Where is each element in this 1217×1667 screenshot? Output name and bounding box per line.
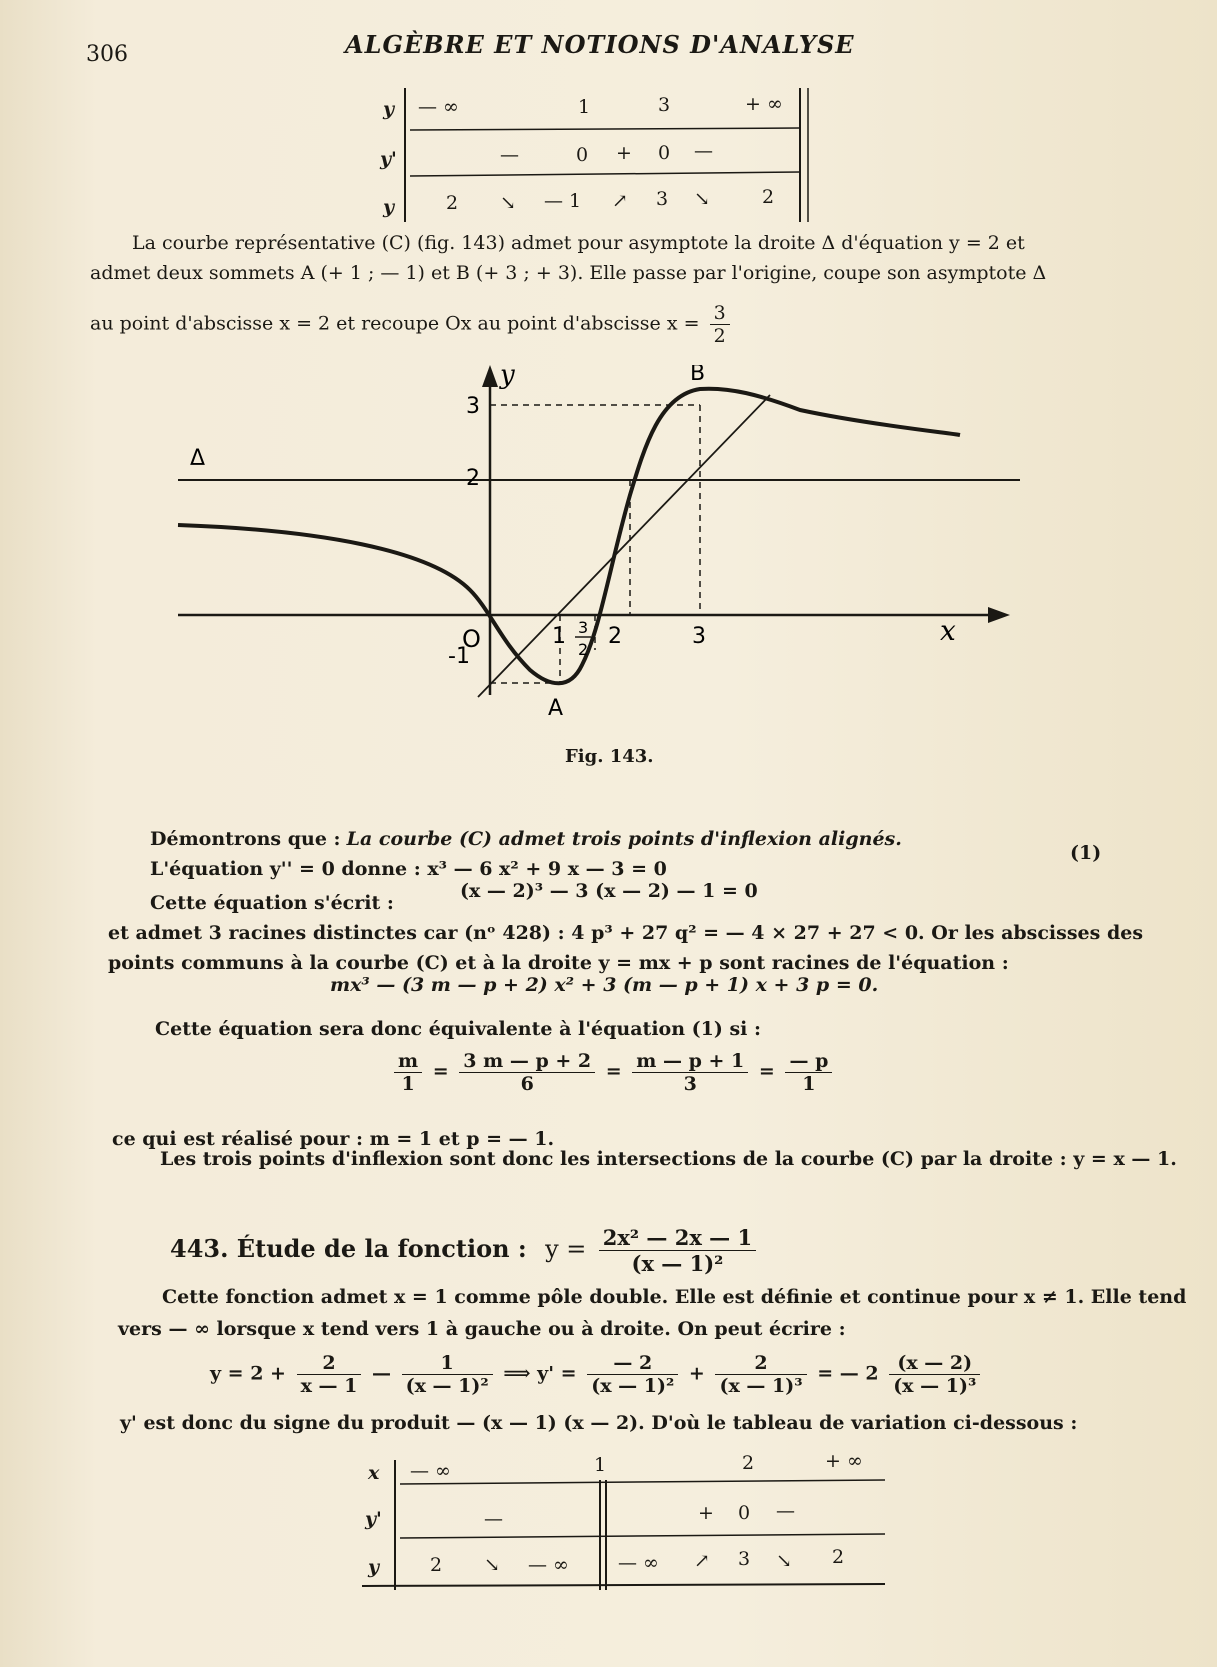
- table2-x-cell: — ∞: [410, 1460, 451, 1482]
- table1-y-label: y: [383, 196, 395, 218]
- table2-yp-cell: +: [698, 1502, 714, 1524]
- table1-y-cell: ↘: [500, 192, 516, 214]
- curve-c: [178, 389, 960, 684]
- table1-yp-cell: —: [500, 144, 519, 166]
- page-number: 306: [86, 42, 128, 67]
- table2-x-cell: 2: [742, 1452, 755, 1474]
- section-443-line3: y' est donc du signe du produit — (x — 1) (x — 2). D'où le tableau de variation ci-dessous :: [120, 1412, 1078, 1434]
- table2-yp-cell: —: [484, 1508, 503, 1530]
- x-axis-label: x: [940, 614, 956, 647]
- table2-y-cell: ↗: [694, 1550, 710, 1572]
- demo-equality-chain: $\frac{m}{1}$ = $\frac{3 m — p + 2}{6}$ = $\frac{m — p + 1}{3}$ = $\frac{— p}{1}$: [390, 1050, 836, 1095]
- delta-label: Δ: [190, 446, 206, 471]
- variation-table-1-lines: [0, 0, 1217, 230]
- tick-x3: 3: [692, 624, 706, 649]
- table1-yp-cell: —: [694, 140, 713, 162]
- fraction-three-halves: $\frac{3}{2}$: [710, 302, 730, 347]
- table1-x-cell: 3: [658, 94, 671, 116]
- table1-y-cell: 3: [656, 188, 669, 210]
- section-443-line1: Cette fonction admet x = 1 comme pôle double. Elle est définie et continue pour x ≠ 1. Elle tend: [162, 1286, 1187, 1308]
- table2-yp-label: y': [365, 1508, 382, 1530]
- demo-line3-b: (x — 2)³ — 3 (x — 2) — 1 = 0: [460, 880, 758, 902]
- table2-y-cell: — ∞: [528, 1554, 569, 1576]
- section-443-derivative-equation: y = 2 + $\frac{2}{x — 1}$ — $\frac{1}{\text{(x — 1)²}}$ ⟹ y' = $\frac{— 2}{\text{(x — 1)²}}$ + $\frac{2}{\text{(x — 1)³}}$ = — 2 $\frac{(x — 2)}{\text{(x — 1)³}}$: [210, 1352, 984, 1397]
- table2-y-label: y: [368, 1556, 380, 1578]
- table1-y-cell: ↘: [694, 188, 710, 210]
- demo-line3-a: Cette équation s'écrit :: [150, 892, 394, 914]
- x-axis-arrow: [988, 607, 1010, 623]
- table2-y-cell: 3: [738, 1548, 751, 1570]
- table1-x-label: y: [383, 98, 395, 120]
- table2-x-label: x: [368, 1462, 380, 1484]
- demo-equation-tag: (1): [1070, 842, 1102, 864]
- table1-yp-cell: 0: [576, 144, 589, 166]
- tick-y3: 3: [466, 394, 480, 419]
- demo-line4: et admet 3 racines distinctes car (nᵒ 428) : 4 p³ + 27 q² = — 4 × 27 + 27 < 0. Or les abscisses des: [108, 922, 1144, 944]
- demo-line5: points communs à la courbe (C) et à la droite y = mx + p sont racines de l'équation :: [108, 952, 1009, 974]
- table1-y-cell: ↗: [612, 190, 628, 212]
- table1-y-cell: — 1: [544, 190, 582, 212]
- para1-line1: La courbe représentative (C) (fig. 143) admet pour asymptote la droite Δ d'équation y = 2 et: [132, 232, 1025, 254]
- demo-line9: Les trois points d'inflexion sont donc les intersections de la courbe (C) par la droite : y = x — 1.: [160, 1148, 1177, 1170]
- variation-table-2-lines: [0, 1440, 1217, 1600]
- table1-yp-label: y': [380, 148, 397, 170]
- tick-x32-den: 2: [578, 640, 589, 659]
- table1-y-cell: 2: [446, 192, 459, 214]
- table2-y-cell: ↘: [776, 1550, 792, 1572]
- table2-x-cell: + ∞: [825, 1450, 863, 1472]
- tick-x1: 1: [552, 624, 566, 649]
- tick-x32-num: 3: [578, 618, 589, 637]
- table2-yp-cell: —: [776, 1500, 795, 1522]
- tick-y2: 2: [466, 466, 480, 491]
- inflexion-line: [478, 395, 770, 697]
- running-header: ALGÈBRE ET NOTIONS D'ANALYSE: [345, 30, 855, 59]
- demo-line8: ce qui est réalisé pour : m = 1 et p = — 1.: [112, 1128, 555, 1150]
- table1-yp-cell: 0: [658, 142, 671, 164]
- y-axis-arrow: [482, 365, 498, 387]
- tick-x2: 2: [608, 624, 622, 649]
- origin-label: O: [462, 625, 481, 653]
- table1-x-cell: 1: [578, 96, 591, 118]
- figure-143: [170, 365, 1030, 735]
- y-axis-label: y: [500, 365, 515, 390]
- demo-line6: mx³ — (3 m — p + 2) x² + 3 (m — p + 1) x + 3 p = 0.: [330, 974, 879, 996]
- table2-y-cell: — ∞: [618, 1552, 659, 1574]
- table2-x-cell: 1: [594, 1454, 607, 1476]
- table1-x-cell: — ∞: [418, 96, 459, 118]
- table2-y-cell: 2: [430, 1554, 443, 1576]
- demo-line7: Cette équation sera donc équivalente à l'équation (1) si :: [155, 1018, 762, 1040]
- table2-y-cell: ↘: [484, 1554, 500, 1576]
- table1-y-cell: 2: [762, 186, 775, 208]
- section-443-title: 443. Étude de la fonction : y = $\frac{\text{2x² — 2x — 1}}{\text{(x — 1)²}}$: [170, 1225, 760, 1276]
- figure-caption: Fig. 143.: [565, 746, 654, 767]
- table2-yp-cell: 0: [738, 1502, 751, 1524]
- demo-line2: L'équation y'' = 0 donne : x³ — 6 x² + 9 x — 3 = 0: [150, 858, 667, 880]
- table2-y-cell: 2: [832, 1546, 845, 1568]
- section-443-line2: vers — ∞ lorsque x tend vers 1 à gauche ou à droite. On peut écrire :: [118, 1318, 846, 1340]
- point-b-label: B: [690, 365, 706, 386]
- tick-ym1: -1: [448, 644, 470, 669]
- para1-line2: admet deux sommets A (+ 1 ; — 1) et B (+ 3 ; + 3). Elle passe par l'origine, coupe son asymptote Δ: [90, 262, 1047, 284]
- point-a-label: A: [548, 696, 564, 721]
- table1-yp-cell: +: [616, 142, 632, 164]
- demo-line1: Démontrons que : La courbe (C) admet trois points d'inflexion alignés.: [150, 828, 902, 850]
- para1-line3: au point d'abscisse x = 2 et recoupe Ox au point d'abscisse x = $\frac{3}{2}$: [90, 302, 734, 347]
- table1-x-cell: + ∞: [745, 93, 783, 115]
